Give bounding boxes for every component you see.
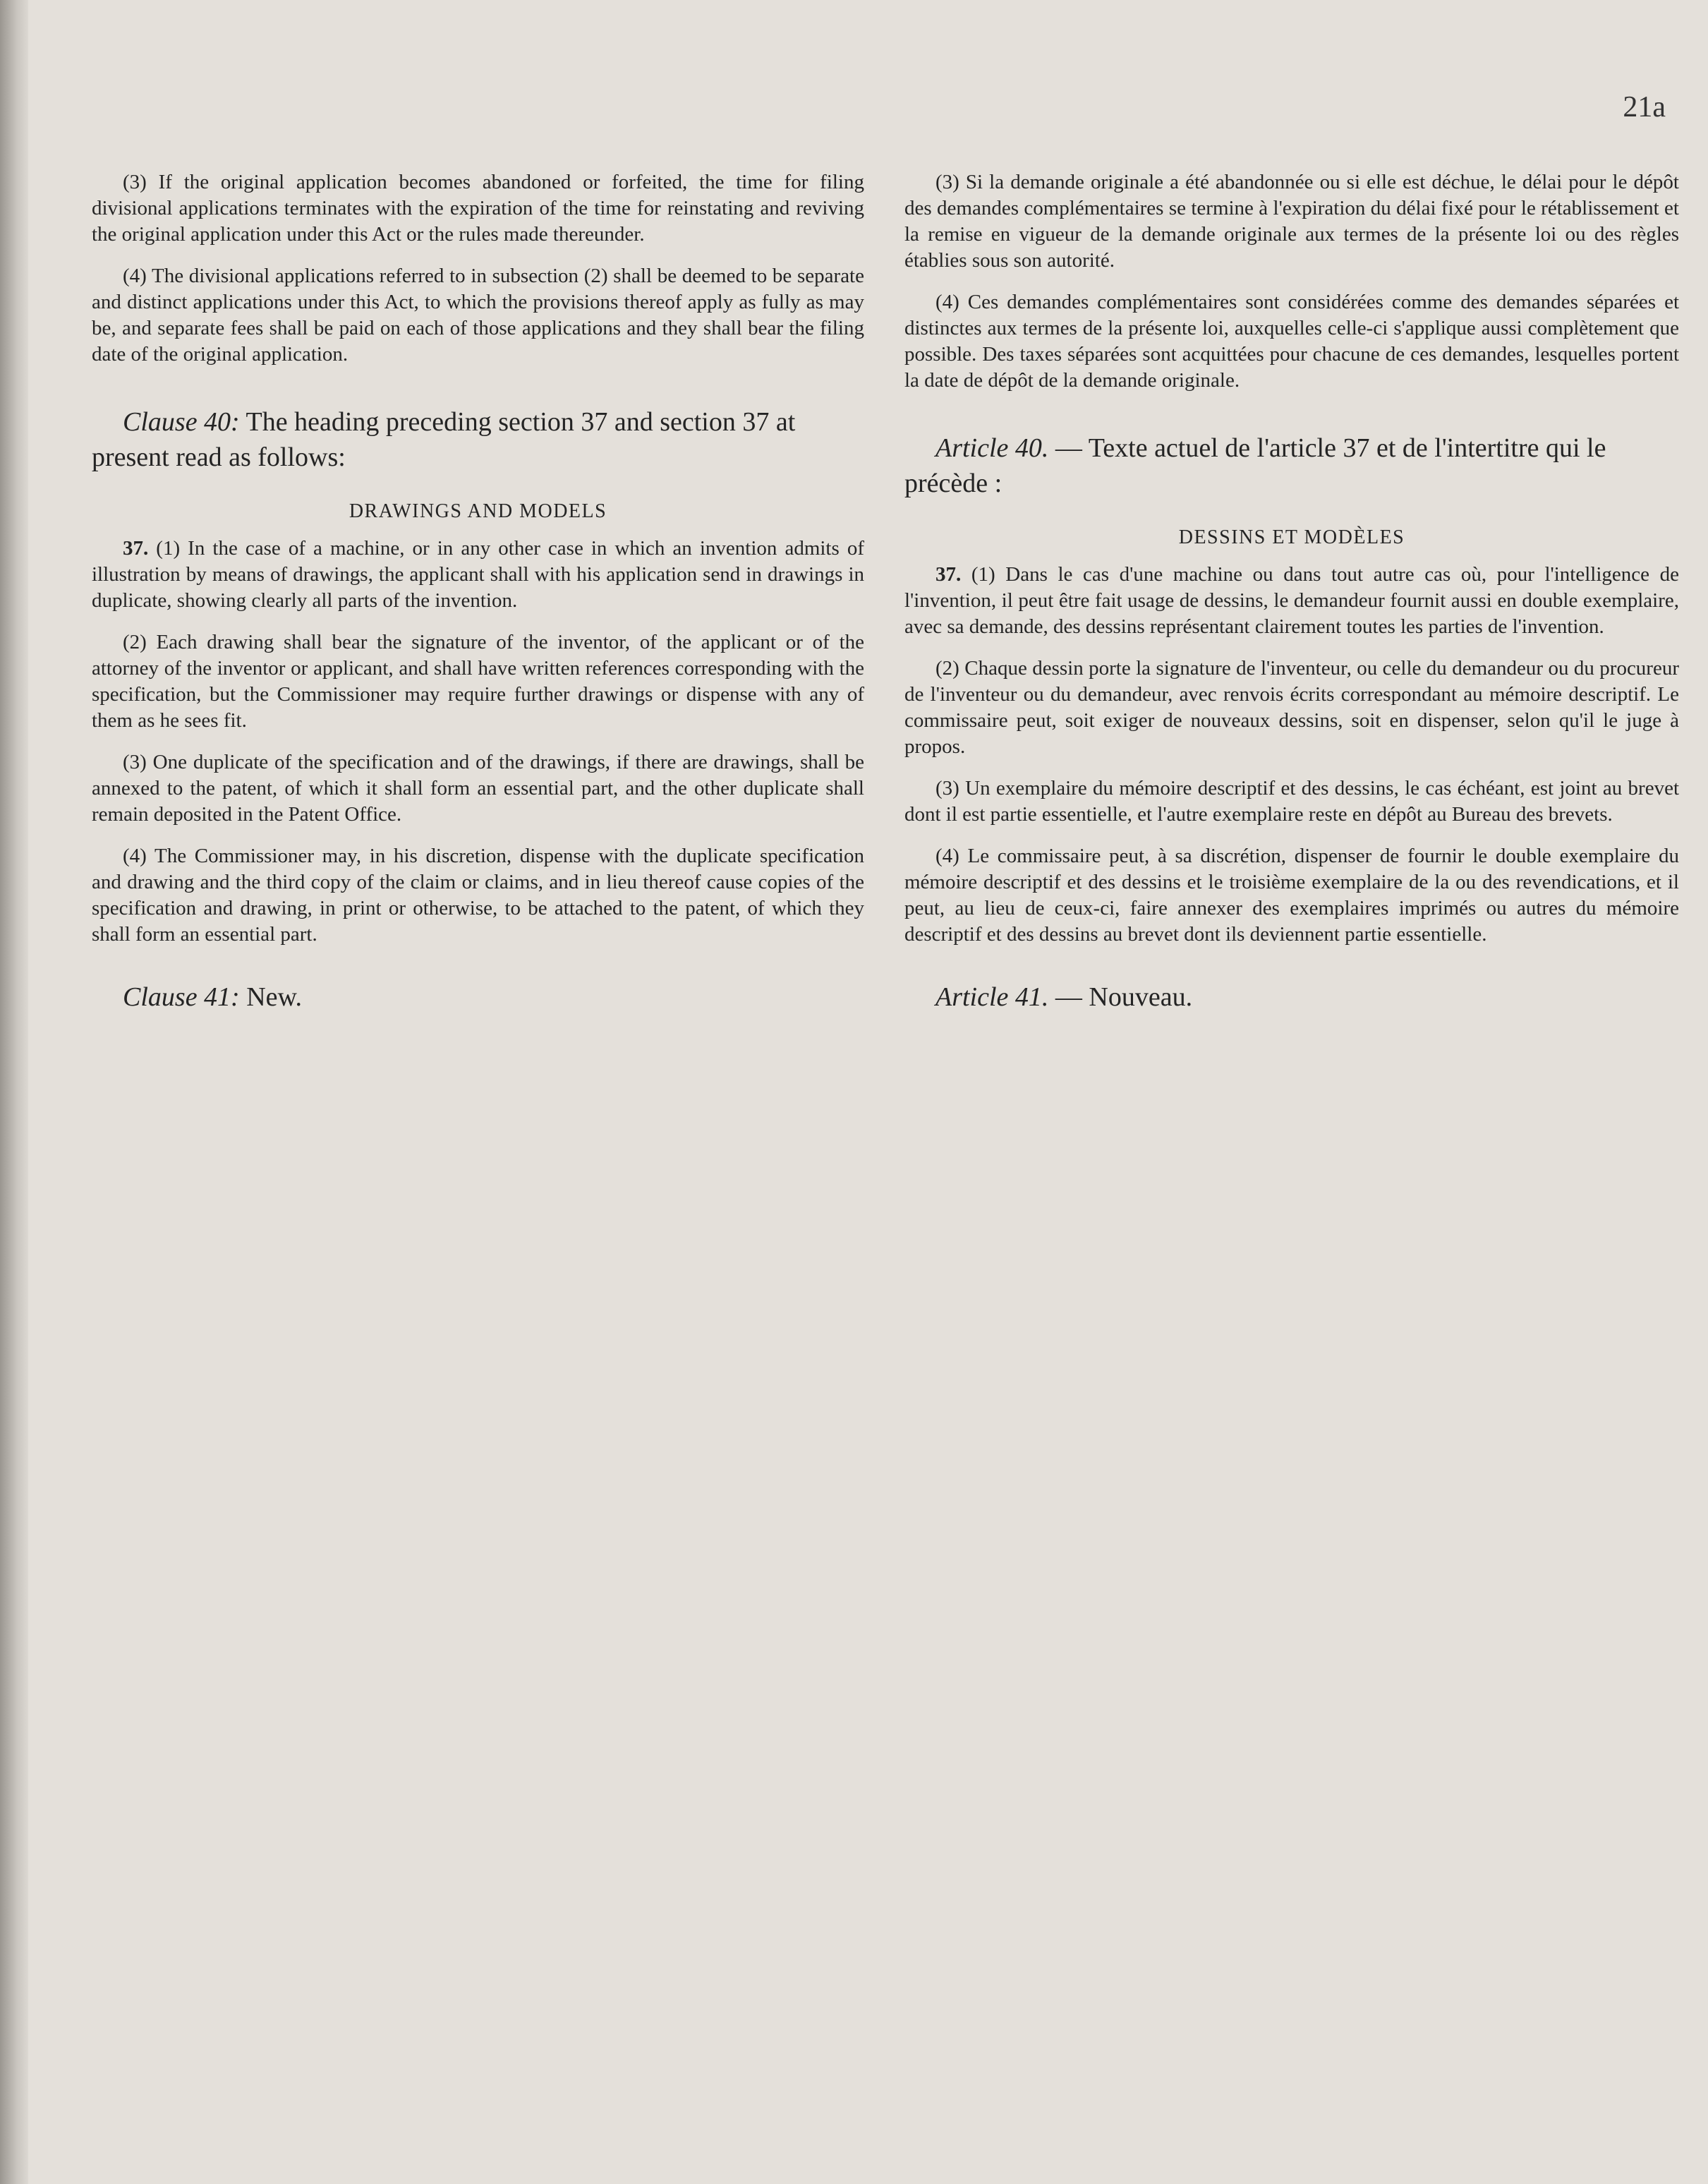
clause-label: Clause 41: xyxy=(123,982,240,1012)
section-37-3: (3) One duplicate of the specification and of the drawings, if there are drawings, shall be annexed to the patent, of which it shall form an essential part, and the other duplicate shall remain deposited in the Patent Office. xyxy=(92,751,864,826)
section-37-2: (2) Chaque dessin porte la signature de l'inventeur, ou celle du demandeur ou du procureur de l'inventeur ou du demandeur, avec renvois écrits correspondant au mémoire descriptif. Le commissaire peut, soit exiger de nouveaux dessins, soit en dispenser, selon qu'il le juge à propos. xyxy=(904,657,1679,758)
english-column xyxy=(92,169,864,1013)
section-37-3: (3) Un exemplaire du mémoire descriptif et des dessins, le cas échéant, est joint au brevet dont il est partie essentielle, et l'autre exemplaire reste en dépôt au Bureau des brevets. xyxy=(904,777,1679,826)
section-37-1 xyxy=(92,536,864,614)
section-title: DRAWINGS AND MODELS xyxy=(349,500,607,522)
article-label: Article 41. xyxy=(935,982,1049,1012)
article-text: — Texte actuel de l'article 37 et de l'intertitre qui le précède : xyxy=(904,433,1606,498)
section-37-4: (4) Le commissaire peut, à sa discrétion, dispenser de fournir le double exemplaire du mémoire descriptif et des dessins et le troisième exemplaire de la ou des revendications, et il peut, au lieu de ceux-ci, faire annexer des exemplaires imprimés ou autres du mémoire descriptif et des dessins au brevet dont ils deviennent partie essentielle. xyxy=(904,845,1679,946)
section-37-4: (4) The Commissioner may, in his discretion, dispense with the duplicate specification and drawing and the third copy of the claim or claims, and in lieu thereof cause copies of the specification and drawing, in print or otherwise, to be attached to the patent, of which they shall form an essential part. xyxy=(92,845,864,946)
article-41-heading xyxy=(904,982,1679,1013)
clause-40-heading xyxy=(92,404,864,475)
article-text: — Nouveau. xyxy=(1048,982,1193,1012)
article-label: Article 40. xyxy=(935,433,1049,463)
clause-41-heading xyxy=(92,982,864,1013)
paragraph: (4) The divisional applications referred to in subsection (2) shall be deemed to be separate and distinct applications under this Act, to which the provisions thereof apply as fully as may be, and separate fees shall be paid on each of those applications and they shall bear the filing date of the original application. xyxy=(92,265,864,366)
french-column xyxy=(904,169,1679,1013)
paragraph: (4) Ces demandes complémentaires sont considérées comme des demandes séparées et distinctes aux termes de la présente loi, auxquelles celle-ci s'applique aussi complètement que possible. Des taxes séparées sont acquittées pour chacune de ces demandes, lesquelles portent la date de dépôt de la demande originale. xyxy=(904,291,1679,392)
binding-edge xyxy=(0,0,28,2184)
section-text: (1) Dans le cas d'une machine ou dans tout autre cas où, pour l'intelligence de l'invention, il peut être fait usage de dessins, le demandeur fournit aussi en double exemplaire, avec sa demande, des dessins représentant clairement toutes les parties de l'invention. xyxy=(904,563,1679,638)
page-number: 21a xyxy=(1623,91,1666,123)
clause-text: The heading preceding section 37 and section 37 at present read as follows: xyxy=(92,407,796,472)
clause-label: Clause 40: xyxy=(123,407,240,437)
paragraph: (3) If the original application becomes abandoned or forfeited, the time for filing divisional applications terminates with the expiration of the time for reinstating and reviving the original application under this Act or the rules made thereunder. xyxy=(92,171,864,246)
section-37-2: (2) Each drawing shall bear the signature of the inventor, of the applicant or of the attorney of the inventor or applicant, and shall have written references corresponding with the specification, but the Commissioner may require further drawings or dispense with any of them as he sees fit. xyxy=(92,631,864,732)
section-title: DESSINS ET MODÈLES xyxy=(1178,526,1405,548)
section-text: (1) In the case of a machine, or in any other case in which an invention admits of illustration by means of drawings, the applicant shall with his application send in drawings in duplicate, showing clearly all parts of the invention. xyxy=(92,537,864,612)
paragraph: (3) Si la demande originale a été abandonnée ou si elle est déchue, le délai pour le dépôt des demandes complémentaires se termine à l'expiration du délai fixé pour le rétablissement et la remise en vigueur de la demande originale aux termes de la présente loi ou des règles établies sous son autorité. xyxy=(904,171,1679,272)
article-40-heading xyxy=(904,430,1679,501)
section-number: 37. xyxy=(935,563,962,586)
section-number: 37. xyxy=(123,537,149,560)
clause-text: New. xyxy=(239,982,303,1012)
section-37-1 xyxy=(904,562,1679,640)
